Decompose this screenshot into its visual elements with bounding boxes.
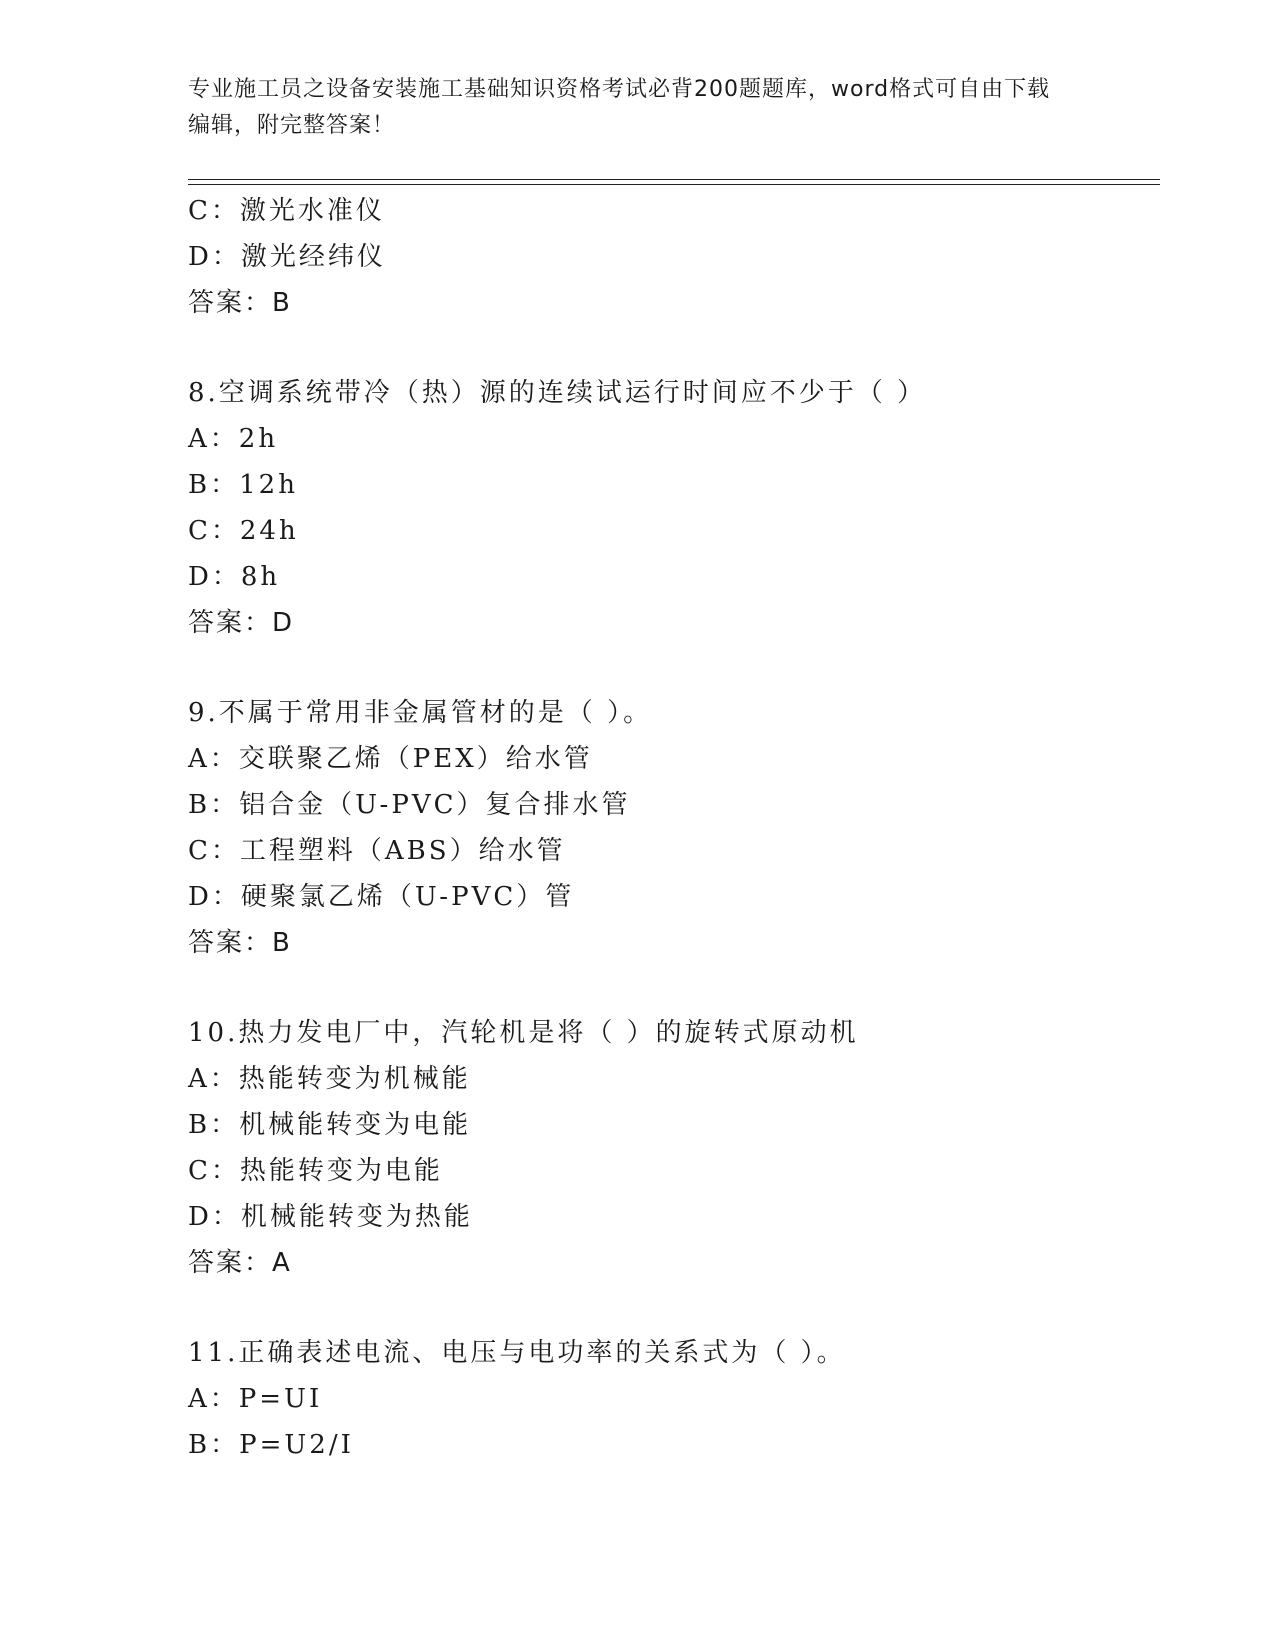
- header-divider-top: [188, 179, 1160, 180]
- answer-label: 答案：D: [188, 608, 295, 638]
- question-7-tail: [188, 188, 1160, 326]
- option-a: A：2h: [188, 424, 279, 454]
- answer-label: 答案：B: [188, 288, 292, 318]
- document-header: 专业施工员之设备安装施工基础知识资格考试必背200题题库，word格式可自由下载编辑，附完整答案！: [188, 77, 1051, 138]
- answer-label: 答案：A: [188, 1248, 292, 1278]
- option-b: B：P=U2/I: [188, 1430, 354, 1460]
- option-a: A：交联聚乙烯（PEX）给水管: [188, 744, 593, 774]
- question-list: [188, 188, 1160, 1468]
- option-c: C：24h: [188, 516, 299, 546]
- question-text: 9.不属于常用非金属管材的是（ ）。: [188, 698, 653, 728]
- option-c: C：工程塑料（ABS）给水管: [188, 836, 566, 866]
- option-b: B：机械能转变为电能: [188, 1110, 472, 1140]
- option-c: C：激光水准仪: [188, 196, 385, 226]
- option-a: A：P=UI: [188, 1384, 323, 1414]
- option-a: A：热能转变为机械能: [188, 1064, 471, 1094]
- question-text: 8.空调系统带冷（热）源的连续试运行时间应不少于（ ）: [188, 378, 927, 408]
- option-c: C：热能转变为电能: [188, 1156, 443, 1186]
- option-d: D：机械能转变为热能: [188, 1202, 473, 1232]
- header-divider-bottom: [188, 184, 1160, 185]
- question-11: [188, 1330, 1160, 1468]
- question-text: 11.正确表述电流、电压与电功率的关系式为（ ）。: [188, 1338, 846, 1368]
- option-b: B：铝合金（U-PVC）复合排水管: [188, 790, 631, 820]
- question-8: [188, 370, 1160, 646]
- option-d: D：激光经纬仪: [188, 242, 386, 272]
- question-10: [188, 1010, 1160, 1286]
- option-b: B：12h: [188, 470, 298, 500]
- question-text: 10.热力发电厂中，汽轮机是将（ ）的旋转式原动机: [188, 1018, 859, 1048]
- question-9: [188, 690, 1160, 966]
- option-d: D：硬聚氯乙烯（U-PVC）管: [188, 882, 575, 912]
- option-d: D：8h: [188, 562, 281, 592]
- answer-label: 答案：B: [188, 928, 292, 958]
